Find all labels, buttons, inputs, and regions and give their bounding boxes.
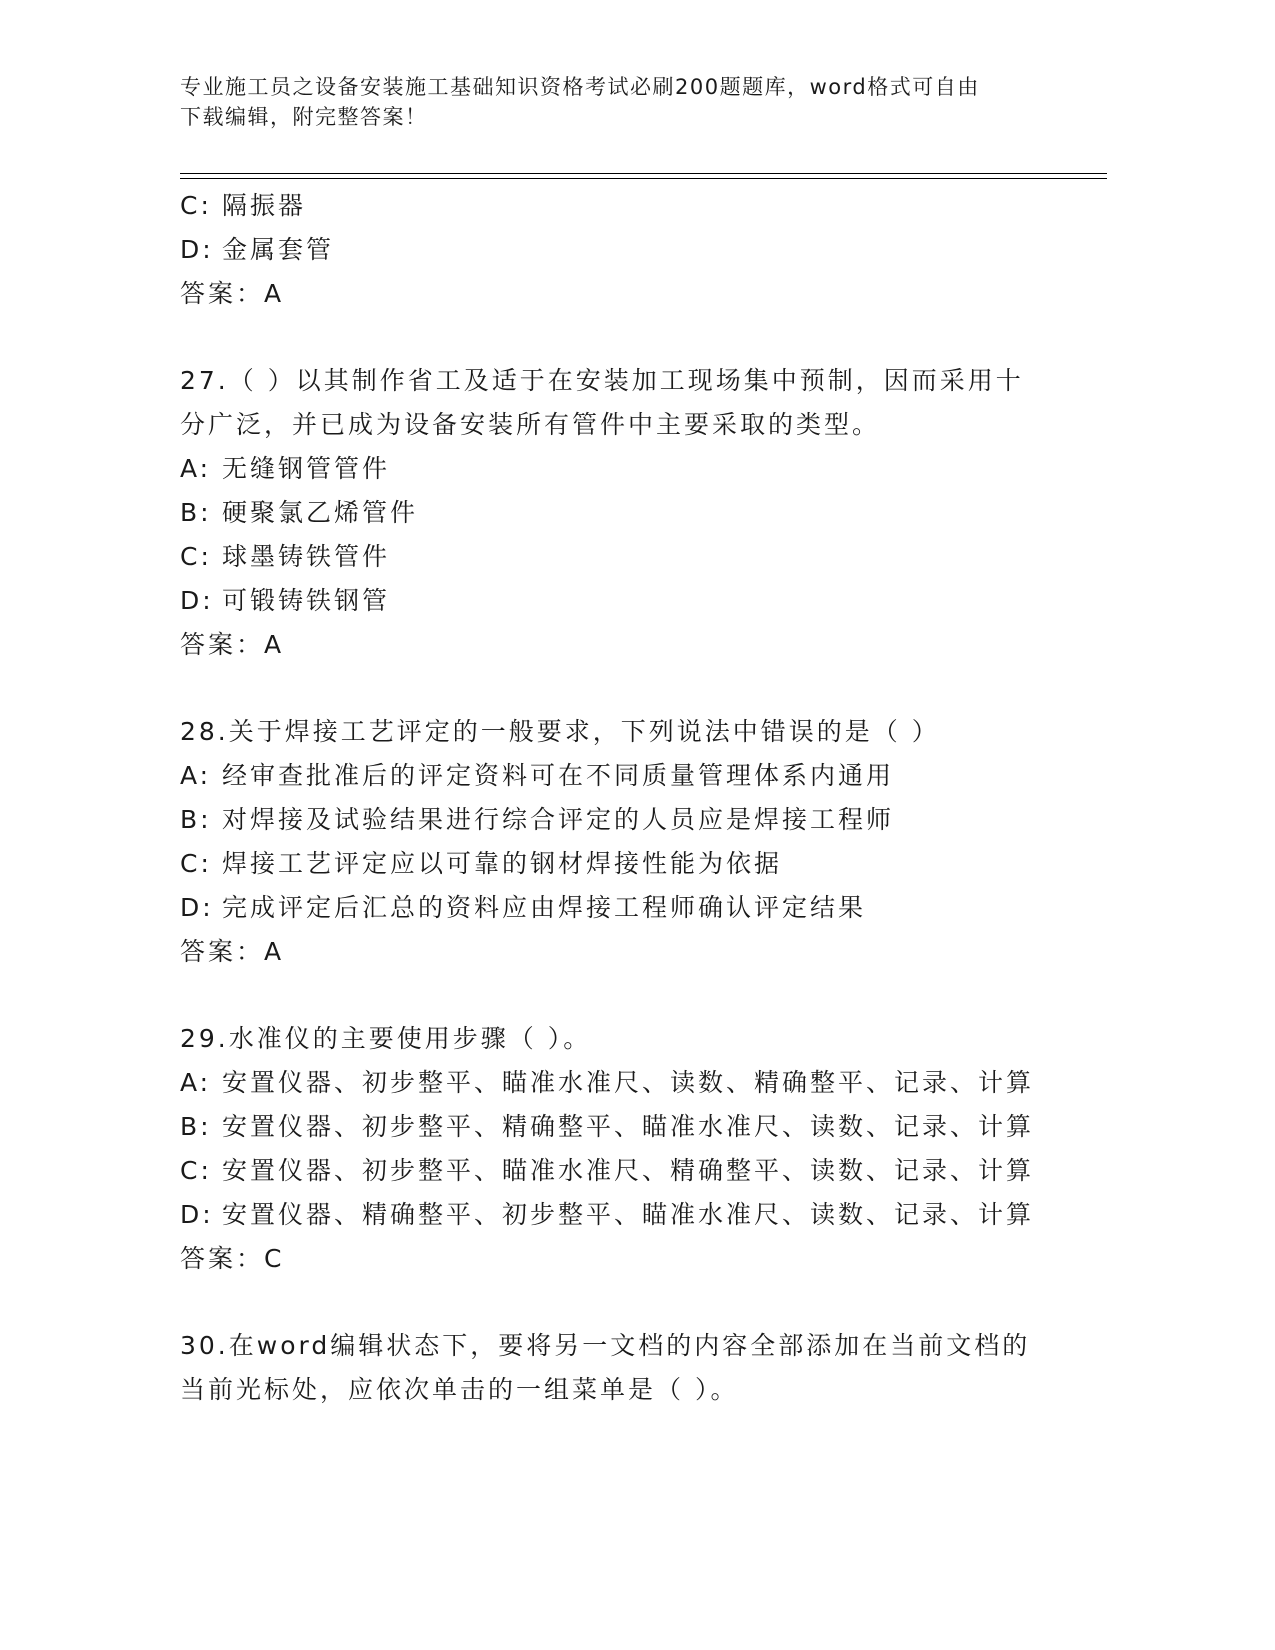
question-block [180, 710, 1080, 974]
question-text: 27.（ ）以其制作省工及适于在安装加工现场集中预制，因而采用十 [180, 366, 1024, 395]
option-line: A: 无缝钢管管件 [180, 454, 391, 483]
option-line: C: 球墨铸铁管件 [180, 542, 391, 571]
option-line: B: 对焊接及试验结果进行综合评定的人员应是焊接工程师 [180, 805, 895, 834]
option-line: A: 经审查批准后的评定资料可在不同质量管理体系内通用 [180, 761, 895, 790]
answer-line: 答案：C [180, 1244, 285, 1273]
question-text: 29.水准仪的主要使用步骤（ ）。 [180, 1024, 592, 1053]
question-block [180, 1017, 1080, 1281]
question-text: 当前光标处，应依次单击的一组菜单是（ ）。 [180, 1375, 739, 1404]
question-block [180, 1324, 1080, 1412]
header-divider-bottom [180, 178, 1107, 179]
option-line: D: 金属套管 [180, 235, 335, 264]
question-block [180, 359, 1080, 667]
header-divider-top [180, 173, 1107, 174]
spacer [180, 667, 1080, 710]
spacer [180, 974, 1080, 1017]
spacer [180, 316, 1080, 359]
question-text: 28.关于焊接工艺评定的一般要求，下列说法中错误的是（ ） [180, 717, 940, 746]
header-title-line-1: 专业施工员之设备安装施工基础知识资格考试必刷200题题库，word格式可自由 [180, 75, 980, 99]
option-line: D: 完成评定后汇总的资料应由焊接工程师确认评定结果 [180, 893, 867, 922]
header-title-line-2: 下载编辑，附完整答案！ [180, 105, 428, 129]
option-line: D: 安置仪器、精确整平、初步整平、瞄准水准尺、读数、记录、计算 [180, 1200, 1035, 1229]
option-line: B: 安置仪器、初步整平、精确整平、瞄准水准尺、读数、记录、计算 [180, 1112, 1035, 1141]
option-line: C: 安置仪器、初步整平、瞄准水准尺、精确整平、读数、记录、计算 [180, 1156, 1035, 1185]
option-line: B: 硬聚氯乙烯管件 [180, 498, 419, 527]
answer-line: 答案：A [180, 937, 285, 966]
document-body [180, 184, 1080, 1412]
document-header [180, 72, 1050, 132]
option-line: A: 安置仪器、初步整平、瞄准水准尺、读数、精确整平、记录、计算 [180, 1068, 1035, 1097]
answer-line: 答案：A [180, 279, 285, 308]
spacer [180, 1281, 1080, 1324]
question-text: 30.在word编辑状态下，要将另一文档的内容全部添加在当前文档的 [180, 1331, 1031, 1360]
option-line: C: 焊接工艺评定应以可靠的钢材焊接性能为依据 [180, 849, 783, 878]
answer-line: 答案：A [180, 630, 285, 659]
question-text: 分广泛，并已成为设备安装所有管件中主要采取的类型。 [180, 410, 881, 439]
question-block [180, 184, 1080, 316]
option-line: D: 可锻铸铁钢管 [180, 586, 391, 615]
option-line: C: 隔振器 [180, 191, 307, 220]
